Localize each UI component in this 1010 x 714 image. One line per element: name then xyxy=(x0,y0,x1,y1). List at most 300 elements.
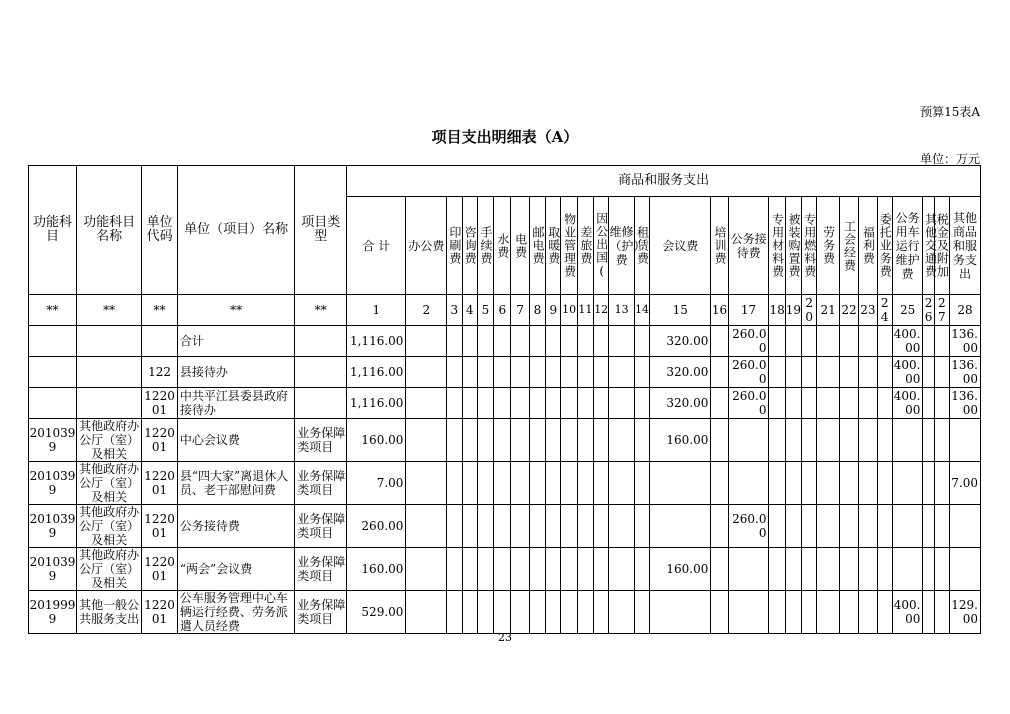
empty-cell xyxy=(839,326,858,357)
empty-cell xyxy=(561,462,577,505)
empty-cell xyxy=(447,548,462,591)
empty-cell xyxy=(802,388,817,419)
empty-cell xyxy=(447,357,462,388)
cell-total: 1,116.00 xyxy=(347,326,406,357)
empty-cell xyxy=(477,548,493,591)
empty-cell xyxy=(785,326,801,357)
empty-cell xyxy=(609,548,635,591)
sub-header-label: 租赁费 xyxy=(635,226,650,265)
empty-cell xyxy=(594,419,609,462)
empty-cell xyxy=(406,388,447,419)
cell-vehicle: 400.00 xyxy=(892,388,923,419)
sub-header-label: 委托业务费 xyxy=(878,213,893,278)
empty-cell xyxy=(839,388,858,419)
cell-meeting: 320.00 xyxy=(650,357,711,388)
empty-cell xyxy=(494,462,511,505)
column-number-cell: 8 xyxy=(529,295,545,326)
cell-meeting xyxy=(650,462,711,505)
empty-cell xyxy=(769,548,785,591)
cell-vehicle: 400.00 xyxy=(892,326,923,357)
cell-other: 7.00 xyxy=(949,462,980,505)
cell-unit-code: 122001 xyxy=(142,505,178,548)
empty-cell xyxy=(511,462,529,505)
cell-total: 260.00 xyxy=(347,505,406,548)
sub-header-cell xyxy=(546,197,561,295)
empty-cell xyxy=(447,505,462,548)
empty-cell xyxy=(511,357,529,388)
empty-cell xyxy=(406,505,447,548)
empty-cell xyxy=(494,505,511,548)
cell-unit-code: 122001 xyxy=(142,388,178,419)
empty-cell xyxy=(529,357,545,388)
empty-cell xyxy=(923,357,934,388)
empty-cell xyxy=(934,357,949,388)
empty-cell xyxy=(839,505,858,548)
empty-cell xyxy=(817,326,839,357)
cell-func-name: 其他政府办公厅（室）及相关 xyxy=(76,462,141,505)
empty-cell xyxy=(511,591,529,634)
column-number-cell: 17 xyxy=(728,295,769,326)
table-row xyxy=(29,326,981,357)
empty-cell xyxy=(785,462,801,505)
sub-header-label: 工会经费 xyxy=(842,219,857,272)
cell-total: 7.00 xyxy=(347,462,406,505)
sub-header-cell xyxy=(594,197,609,295)
empty-cell xyxy=(923,548,934,591)
empty-cell xyxy=(634,591,649,634)
empty-cell xyxy=(577,326,593,357)
page-title: 项目支出明细表（A） xyxy=(431,128,579,146)
cell-total: 160.00 xyxy=(347,548,406,591)
empty-cell xyxy=(546,419,561,462)
cell-name: 中共平江县委县政府接待办 xyxy=(177,388,294,419)
cell-vehicle xyxy=(892,505,923,548)
sub-header-label: 办公费 xyxy=(408,238,445,253)
empty-cell xyxy=(447,419,462,462)
cell-meeting: 320.00 xyxy=(650,388,711,419)
empty-cell xyxy=(634,505,649,548)
sub-header-cell xyxy=(877,197,892,295)
empty-cell xyxy=(711,326,728,357)
cell-func-name: 其他一般公共服务支出 xyxy=(76,591,141,634)
cell-reception xyxy=(728,548,769,591)
empty-cell xyxy=(561,548,577,591)
empty-cell xyxy=(634,462,649,505)
empty-cell xyxy=(634,548,649,591)
cell-other: 129.00 xyxy=(949,591,980,634)
header-cell: 单位代码 xyxy=(142,166,178,295)
cell-other: 136.00 xyxy=(949,357,980,388)
sub-header-label: 电费 xyxy=(513,232,528,259)
empty-cell xyxy=(477,505,493,548)
empty-cell xyxy=(594,326,609,357)
sub-header-cell xyxy=(934,197,949,295)
cell-type xyxy=(295,388,347,419)
empty-cell xyxy=(817,505,839,548)
empty-cell xyxy=(877,326,892,357)
column-number-cell: 9 xyxy=(546,295,561,326)
empty-cell xyxy=(494,326,511,357)
empty-cell xyxy=(802,591,817,634)
cell-vehicle xyxy=(892,548,923,591)
sub-header-cell xyxy=(802,197,817,295)
cell-unit-code xyxy=(142,326,178,357)
empty-cell xyxy=(561,505,577,548)
empty-cell xyxy=(406,591,447,634)
empty-cell xyxy=(923,419,934,462)
sub-header-cell xyxy=(561,197,577,295)
empty-cell xyxy=(802,548,817,591)
expenditure-table xyxy=(28,165,981,634)
empty-cell xyxy=(594,462,609,505)
column-number-cell: 27 xyxy=(934,295,949,326)
empty-cell xyxy=(577,388,593,419)
empty-cell xyxy=(802,326,817,357)
empty-cell xyxy=(785,419,801,462)
table-row xyxy=(29,591,981,634)
sub-header-cell xyxy=(529,197,545,295)
column-number-cell: 15 xyxy=(650,295,711,326)
empty-cell xyxy=(577,505,593,548)
empty-cell xyxy=(923,326,934,357)
cell-total: 1,116.00 xyxy=(347,357,406,388)
table-row xyxy=(29,462,981,505)
column-number-cell: 10 xyxy=(561,295,577,326)
table-row xyxy=(29,505,981,548)
column-number-cell: 4 xyxy=(462,295,477,326)
empty-cell xyxy=(634,357,649,388)
sub-header-label: 差旅费 xyxy=(578,226,593,265)
empty-cell xyxy=(817,591,839,634)
cell-code: 2010399 xyxy=(29,419,77,462)
sub-header-cell xyxy=(859,197,877,295)
empty-cell xyxy=(877,591,892,634)
column-number-cell: 14 xyxy=(634,295,649,326)
cell-code: 2010399 xyxy=(29,462,77,505)
sub-header-label: 公务接待费 xyxy=(730,231,767,260)
column-number-cell: 21 xyxy=(817,295,839,326)
empty-cell xyxy=(634,326,649,357)
empty-cell xyxy=(609,505,635,548)
empty-cell xyxy=(447,388,462,419)
empty-cell xyxy=(494,591,511,634)
empty-cell xyxy=(859,388,877,419)
sub-header-label: 专用材料费 xyxy=(770,213,785,278)
empty-cell xyxy=(462,388,477,419)
empty-cell xyxy=(477,419,493,462)
cell-total: 160.00 xyxy=(347,419,406,462)
cell-meeting: 160.00 xyxy=(650,419,711,462)
empty-cell xyxy=(769,591,785,634)
cell-name: “两会”会议费 xyxy=(177,548,294,591)
sub-header-cell xyxy=(577,197,593,295)
cell-name: 合计 xyxy=(177,326,294,357)
sub-header-cell xyxy=(785,197,801,295)
empty-cell xyxy=(877,357,892,388)
sub-header-cell xyxy=(892,197,923,295)
empty-cell xyxy=(859,548,877,591)
empty-cell xyxy=(769,505,785,548)
column-number-cell: 12 xyxy=(594,295,609,326)
column-number-cell: 6 xyxy=(494,295,511,326)
empty-cell xyxy=(923,462,934,505)
empty-cell xyxy=(577,419,593,462)
group-header: 商品和服务支出 xyxy=(347,166,981,197)
empty-cell xyxy=(462,419,477,462)
sub-header-cell xyxy=(634,197,649,295)
column-number-cell: 20 xyxy=(802,295,817,326)
cell-vehicle xyxy=(892,462,923,505)
empty-cell xyxy=(923,505,934,548)
unit-label: 单位：万元 xyxy=(919,152,980,166)
empty-cell xyxy=(609,419,635,462)
cell-type: 业务保障类项目 xyxy=(295,548,347,591)
cell-unit-code: 122 xyxy=(142,357,178,388)
cell-type: 业务保障类项目 xyxy=(295,462,347,505)
sub-header-cell xyxy=(817,197,839,295)
empty-cell xyxy=(511,505,529,548)
empty-cell xyxy=(529,591,545,634)
sub-header-label: 维修（护）费 xyxy=(609,224,646,267)
cell-name: 县“四大家”离退休人员、老干部慰问费 xyxy=(177,462,294,505)
empty-cell xyxy=(462,591,477,634)
column-number-cell: 19 xyxy=(785,295,801,326)
empty-cell xyxy=(817,357,839,388)
cell-unit-code: 122001 xyxy=(142,462,178,505)
empty-cell xyxy=(546,388,561,419)
sub-header-cell xyxy=(728,197,769,295)
sub-header-label: 会议费 xyxy=(662,238,699,253)
empty-cell xyxy=(817,388,839,419)
empty-cell xyxy=(594,591,609,634)
marker-cell: ** xyxy=(295,295,347,326)
empty-cell xyxy=(817,548,839,591)
cell-vehicle: 400.00 xyxy=(892,591,923,634)
column-number-cell: 11 xyxy=(577,295,593,326)
empty-cell xyxy=(934,388,949,419)
empty-cell xyxy=(859,419,877,462)
cell-unit-code: 122001 xyxy=(142,591,178,634)
empty-cell xyxy=(462,505,477,548)
sub-header-label: 专用燃料费 xyxy=(802,213,817,278)
sub-header-label: 咨询费 xyxy=(463,226,478,265)
table-row xyxy=(29,357,981,388)
cell-name: 公车服务管理中心车辆运行经费、劳务派遣人员经费 xyxy=(177,591,294,634)
empty-cell xyxy=(529,388,545,419)
column-number-cell: 24 xyxy=(877,295,892,326)
cell-name: 县接待办 xyxy=(177,357,294,388)
empty-cell xyxy=(561,357,577,388)
empty-cell xyxy=(769,419,785,462)
empty-cell xyxy=(634,388,649,419)
header-cell: 功能科目名称 xyxy=(76,166,141,295)
column-number-cell: 16 xyxy=(711,295,728,326)
empty-cell xyxy=(447,591,462,634)
sub-header-cell xyxy=(839,197,858,295)
sub-header-label: 福利费 xyxy=(861,226,876,265)
empty-cell xyxy=(609,388,635,419)
empty-cell xyxy=(859,591,877,634)
empty-cell xyxy=(839,419,858,462)
empty-cell xyxy=(934,326,949,357)
empty-cell xyxy=(577,548,593,591)
cell-name: 中心会议费 xyxy=(177,419,294,462)
empty-cell xyxy=(561,388,577,419)
cell-reception xyxy=(728,591,769,634)
empty-cell xyxy=(594,505,609,548)
marker-cell: ** xyxy=(142,295,178,326)
sub-header-label: 税金及附加 xyxy=(935,213,950,278)
empty-cell xyxy=(609,326,635,357)
empty-cell xyxy=(839,591,858,634)
column-number-cell: 5 xyxy=(477,295,493,326)
empty-cell xyxy=(785,505,801,548)
cell-func-name: 其他政府办公厅（室）及相关 xyxy=(76,505,141,548)
empty-cell xyxy=(462,462,477,505)
empty-cell xyxy=(546,462,561,505)
sub-header-cell xyxy=(949,197,980,295)
empty-cell xyxy=(609,462,635,505)
cell-func-name xyxy=(76,326,141,357)
sub-header-cell xyxy=(511,197,529,295)
sub-header-cell xyxy=(923,197,938,295)
empty-cell xyxy=(923,388,934,419)
empty-cell xyxy=(802,357,817,388)
empty-cell xyxy=(529,326,545,357)
cell-total: 1,116.00 xyxy=(347,388,406,419)
empty-cell xyxy=(769,462,785,505)
cell-reception: 260.00 xyxy=(728,326,769,357)
empty-cell xyxy=(406,462,447,505)
page-number: 23 xyxy=(498,631,512,644)
empty-cell xyxy=(609,357,635,388)
empty-cell xyxy=(934,462,949,505)
empty-cell xyxy=(785,357,801,388)
sub-header-label: 合 计 xyxy=(362,238,391,253)
table-row xyxy=(29,419,981,462)
marker-cell: ** xyxy=(76,295,141,326)
sub-header-label: 被装购置费 xyxy=(786,213,801,278)
empty-cell xyxy=(877,388,892,419)
empty-cell xyxy=(477,462,493,505)
empty-cell xyxy=(877,462,892,505)
empty-cell xyxy=(462,548,477,591)
empty-cell xyxy=(785,388,801,419)
empty-cell xyxy=(859,505,877,548)
empty-cell xyxy=(406,326,447,357)
header-cell: 项目类型 xyxy=(295,166,347,295)
empty-cell xyxy=(462,326,477,357)
empty-cell xyxy=(577,357,593,388)
empty-cell xyxy=(561,419,577,462)
cell-type xyxy=(295,357,347,388)
empty-cell xyxy=(594,357,609,388)
cell-other xyxy=(949,419,980,462)
sub-header-label: 劳务费 xyxy=(821,226,836,265)
empty-cell xyxy=(477,357,493,388)
cell-reception xyxy=(728,462,769,505)
empty-cell xyxy=(711,462,728,505)
cell-type: 业务保障类项目 xyxy=(295,591,347,634)
empty-cell xyxy=(711,357,728,388)
sub-header-label: 物业管理费 xyxy=(562,213,577,278)
cell-meeting xyxy=(650,591,711,634)
empty-cell xyxy=(511,326,529,357)
empty-cell xyxy=(769,326,785,357)
cell-code: 2019999 xyxy=(29,591,77,634)
cell-code xyxy=(29,326,77,357)
empty-cell xyxy=(406,419,447,462)
empty-cell xyxy=(594,388,609,419)
cell-meeting xyxy=(650,505,711,548)
column-number-cell: 2 xyxy=(406,295,447,326)
cell-name: 公务接待费 xyxy=(177,505,294,548)
sub-header-label: 培训费 xyxy=(713,226,727,265)
sub-header-cell xyxy=(711,197,728,295)
empty-cell xyxy=(877,548,892,591)
empty-cell xyxy=(802,505,817,548)
sub-header-cell xyxy=(406,197,447,295)
empty-cell xyxy=(511,388,529,419)
cell-reception xyxy=(728,419,769,462)
empty-cell xyxy=(817,462,839,505)
cell-type: 业务保障类项目 xyxy=(295,505,347,548)
empty-cell xyxy=(511,419,529,462)
column-number-cell: 25 xyxy=(892,295,923,326)
empty-cell xyxy=(711,591,728,634)
marker-cell: ** xyxy=(29,295,77,326)
sub-header-label: 公务用车运行维护费 xyxy=(895,210,920,281)
column-number-cell: 3 xyxy=(447,295,462,326)
column-number-cell: 26 xyxy=(924,296,933,324)
sub-header-cell xyxy=(477,197,493,295)
empty-cell xyxy=(711,388,728,419)
empty-cell xyxy=(494,548,511,591)
cell-meeting: 160.00 xyxy=(650,548,711,591)
column-number-cell: 28 xyxy=(949,295,980,326)
cell-func-name xyxy=(76,357,141,388)
empty-cell xyxy=(934,548,949,591)
sub-header-cell xyxy=(347,197,406,295)
empty-cell xyxy=(529,462,545,505)
empty-cell xyxy=(859,357,877,388)
sub-header-label: 其他商品和服务支出 xyxy=(952,210,977,281)
cell-func-name: 其他政府办公厅（室）及相关 xyxy=(76,548,141,591)
sub-header-cell xyxy=(447,197,462,295)
cell-total: 529.00 xyxy=(347,591,406,634)
empty-cell xyxy=(634,419,649,462)
cell-code: 2010399 xyxy=(29,505,77,548)
empty-cell xyxy=(561,326,577,357)
empty-cell xyxy=(477,326,493,357)
column-number-cell: 18 xyxy=(769,295,785,326)
empty-cell xyxy=(546,591,561,634)
empty-cell xyxy=(561,591,577,634)
empty-cell xyxy=(577,591,593,634)
table-row xyxy=(29,388,981,419)
empty-cell xyxy=(923,591,934,634)
empty-cell xyxy=(594,548,609,591)
sub-header-label: 水费 xyxy=(495,232,510,259)
sub-header-label: 因公出国( xyxy=(594,212,609,279)
cell-vehicle: 400.00 xyxy=(892,357,923,388)
empty-cell xyxy=(934,505,949,548)
cell-other: 136.00 xyxy=(949,326,980,357)
empty-cell xyxy=(711,548,728,591)
empty-cell xyxy=(839,548,858,591)
empty-cell xyxy=(477,591,493,634)
empty-cell xyxy=(877,419,892,462)
